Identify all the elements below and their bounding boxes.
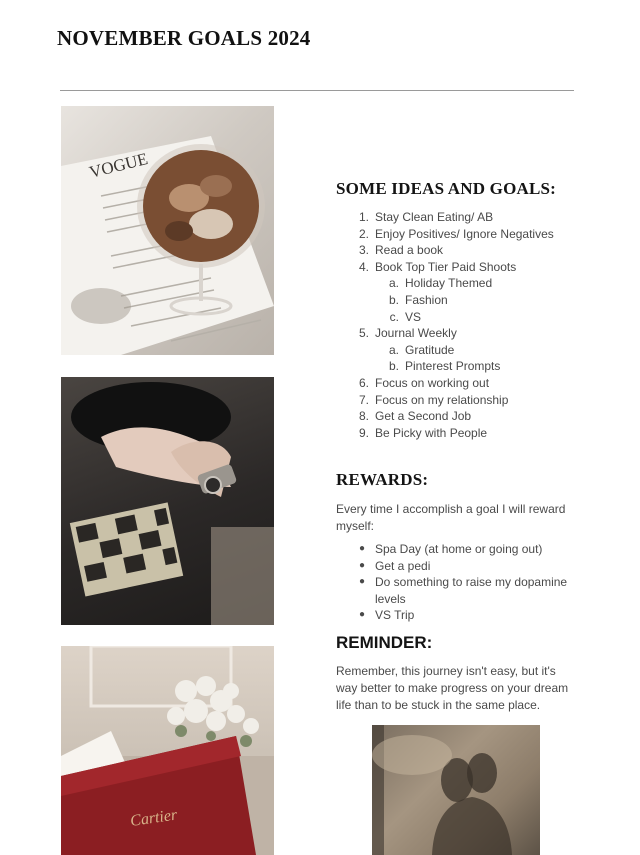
ideas-goals-heading: SOME IDEAS AND GOALS: [336,179,557,198]
cartier-wordmark: Cartier [129,806,179,830]
rewards-heading: REWARDS: [336,470,429,489]
list-item: 8. Get a Second Job [358,409,472,424]
reminder-heading: REMINDER: [336,633,433,652]
sub-list-item: b. Fashion [388,292,448,307]
sub-list-item: c. VS [389,309,422,324]
list-item: 2. Enjoy Positives/ Ignore Negatives [358,226,554,241]
list-item: 7. Focus on my relationship [358,392,509,407]
hands-watch-photo [61,377,274,625]
sub-list-item: a. Holiday Themed [388,276,493,291]
sub-list-item: b. Pinterest Prompts [388,359,501,374]
bullet-item: ● Get a pedi [358,558,431,573]
goals-list [336,209,596,441]
bullet-item: ● Do something to raise my dopamine levels [358,575,568,606]
bullet-item: ● Spa Day (at home or going out) [358,542,543,556]
bullet-item: ● VS Trip [358,608,415,623]
vogue-wordmark: VOGUE [87,149,150,182]
flowers-cartier-photo [61,646,274,855]
shadow-couple-photo [372,725,540,855]
list-item: 1. Stay Clean Eating/ AB [358,210,494,224]
list-item: 6. Focus on working out [358,375,490,390]
sub-list-item: a. Gratitude [388,342,455,357]
list-item: 3. Read a book [358,243,444,258]
list-item: 4. Book Top Tier Paid Shoots [358,259,517,274]
list-item: 9. Be Picky with People [358,425,488,440]
coffee-magazine-photo [61,106,274,355]
divider [60,90,574,91]
rewards-intro: Every time I accomplish a goal I will reward myself: [336,502,566,533]
list-item: 5. Journal Weekly [358,326,457,341]
rewards-list [336,541,581,624]
page-title: NOVEMBER GOALS 2024 [57,26,311,50]
reminder-text: Remember, this journey isn't easy, but it's way better to make progress on your dream life than to be stuck in the same place. [336,664,569,712]
